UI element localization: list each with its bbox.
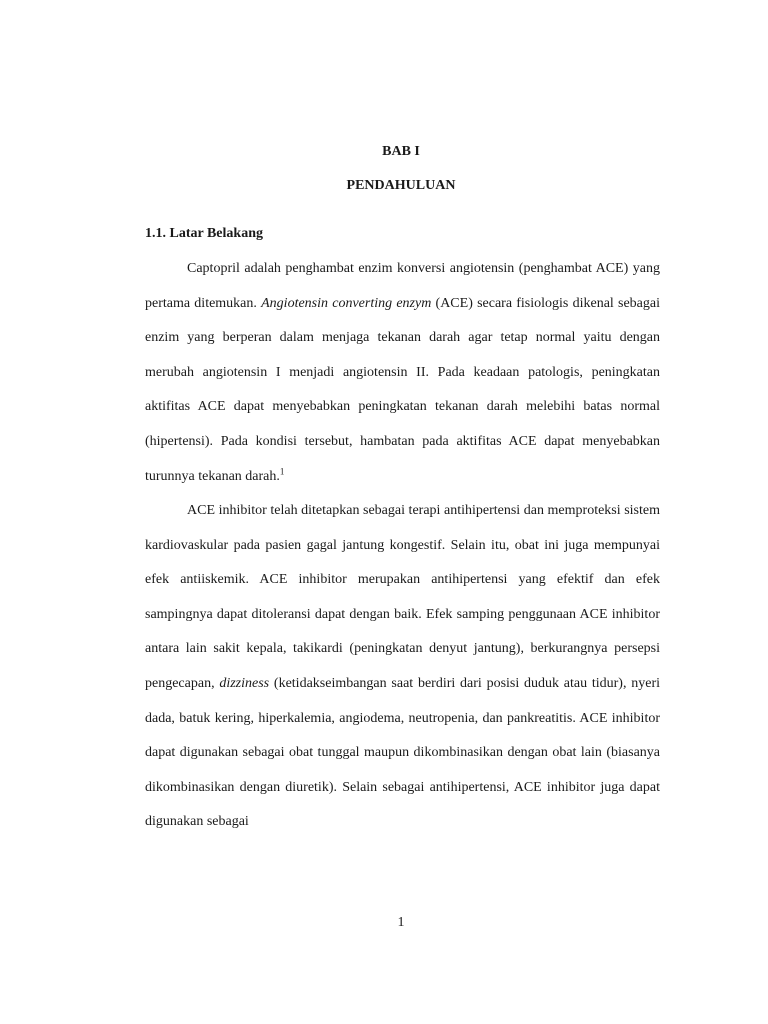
chapter-title: PENDAHULUAN bbox=[346, 178, 456, 193]
section-heading: 1.1. Latar Belakang bbox=[145, 226, 263, 241]
paragraph-2-text-a: ACE inhibitor telah ditetapkan sebagai terapi antihipertensi dan memproteksi sistem kardiovaskular pada pasien gagal jantung kongestif. Selain itu, obat ini juga mempunyai efek antiiskemik. ACE inhibitor merupakan antihipertensi yang efektif dan efek sampingnya dapat ditoleransi dapat dengan baik. Efek samping penggunaan ACE inhibitor antara lain sakit kepala, takikardi (peningkatan denyut jantung), berkurangnya persepsi pengecapan, bbox=[145, 503, 660, 691]
paragraph-2-text-b: (ketidakseimbangan saat berdiri dari posisi duduk atau tidur), nyeri dada, batuk kering, hiperkalemia, angiodema, neutropenia, dan pankreatitis. ACE inhibitor dapat digunakan sebagai obat tunggal maupun dikombinasikan dengan obat lain (biasanya dikombinasikan dengan diuretik). Selain sebagai antihipertensi, ACE inhibitor juga dapat digunakan sebagai bbox=[145, 675, 660, 830]
paragraph-2-italic: dizziness bbox=[219, 675, 270, 691]
paragraph-1 bbox=[145, 252, 660, 494]
footnote-marker: 1 bbox=[279, 465, 285, 476]
paragraph-2 bbox=[145, 494, 660, 840]
paragraph-1-italic: Angiotensin converting enzym bbox=[261, 295, 432, 311]
page-number: 1 bbox=[397, 915, 405, 930]
paragraph-1-text-b: (ACE) secara fisiologis dikenal sebagai enzim yang berperan dalam menjaga tekanan darah agar tetap normal yaitu dengan merubah angiotensin I menjadi angiotensin II. Pada keadaan patologis, peningkatan aktifitas ACE dapat menyebabkan peningkatan tekanan darah melebihi batas normal (hipertensi). Pada kondisi tersebut, hambatan pada aktifitas ACE dapat menyebabkan turunnya tekanan darah. bbox=[145, 295, 660, 484]
paragraph-1-text-a: Captopril adalah penghambat enzim konversi angiotensin (penghambat ACE) yang pertama ditemukan. bbox=[145, 261, 660, 311]
chapter-label: BAB I bbox=[382, 144, 420, 159]
